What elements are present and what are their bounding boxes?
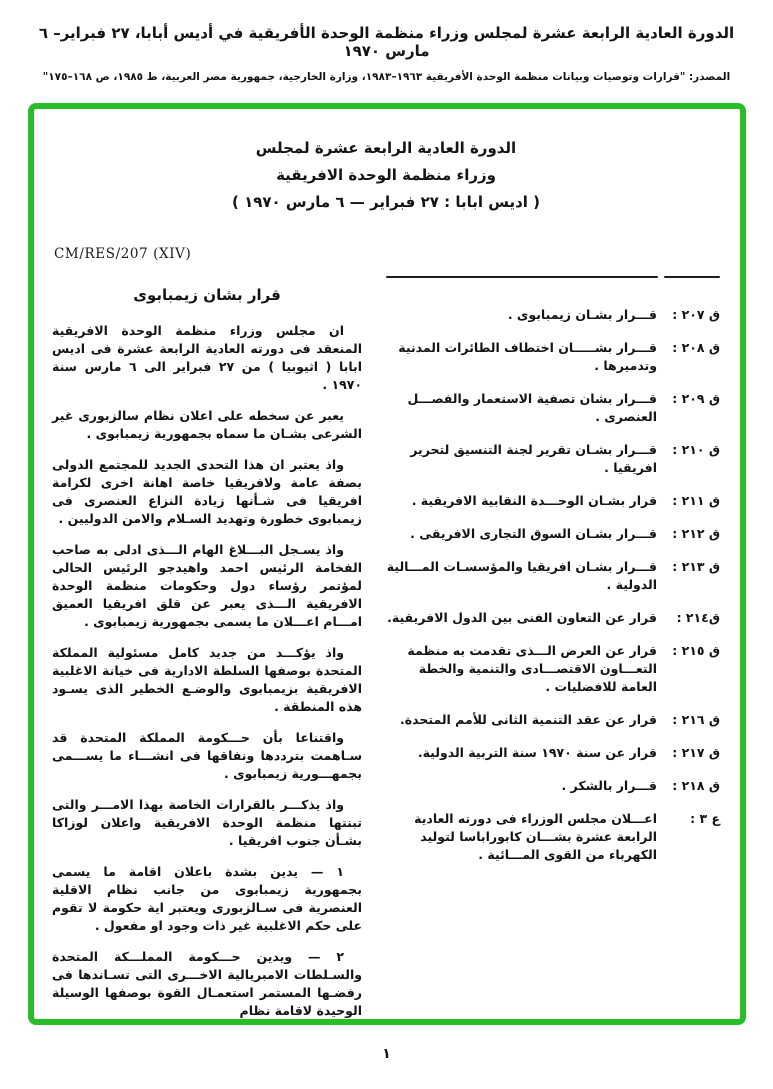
index-item-label: ع ٣ : [690, 811, 720, 826]
resolution-paragraph: ان مجلس وزراء منظمة الوحدة الافريقية المنعقد فى دورته العادية الرابعة عشرة فى اديس ابابا ( اثيوبيا ) من ٢٧ فبراير الى ٦ مارس سنة ١٩٧٠ . [52, 323, 363, 392]
page-number: ١ [382, 1046, 391, 1062]
resolutions-index [386, 240, 720, 1025]
index-item-label: ق ٢١٥ : [672, 643, 720, 658]
session-title-line-2: وزراء منظمة الوحدة الافريقية [276, 166, 496, 184]
resolution-paragraph: ١ — يدين بشدة باعلان اقامة ما يسمى بجمهورية زيمبابوى من جانب نظام الاقلية العنصرية فى سـالزبورى ويعتبر اية حكومة لا تقوم على حكم الاغلبية غير ذات وجود او مفعول . [52, 864, 362, 933]
index-item-text: قرار بشـان الوحـــدة النقابية الافريقية . [411, 493, 657, 508]
resolution-paragraph: واقتناعا بأن حـــكومة المملكة المتحدة قد سـاهمت بترددها ونفاقها فى انشـــاء ما يســـمى بجمهـــورية زيمبابوى . [52, 730, 362, 781]
page-header-source: المصدر: "قرارات وتوصيات وبيانات منظمة الوحدة الأفريقية ١٩٦٣–١٩٨٣، وزارة الخارجية، جمهورية مصر العربية، ط ١٩٨٥، ص ١٦٨–١٧٥" [42, 71, 731, 83]
session-title-line-3: ( اديس ابابا : ٢٧ فبراير — ٦ مارس ١٩٧٠ ) [231, 193, 541, 211]
index-item-label: ق ٢١٠ : [672, 442, 720, 457]
session-header [46, 135, 726, 216]
index-item [386, 441, 720, 477]
index-item-text: قرار عن العرض الـــذى تقدمت به منظمة التعـــاون الاقتصـــادى والتنمية والخطة العامة للافضليات . [407, 643, 657, 694]
index-item [386, 642, 720, 696]
session-title-line-1: الدورة العادية الرابعة عشرة لمجلس [255, 139, 517, 157]
divider-segment [386, 276, 658, 278]
index-item-text: قرار عن عقد التنمية الثانى للأمم المتحدة. [399, 712, 657, 727]
resolution-paragraph: واذ يؤكـــد من جديد كامل مسئولية المملكة المتحدة بوصفها السلطة الادارية فى خيانة الاغلبية الافريقية بزيمبابوى والوضـع الخطير الذى يسـود هذه المنطقة . [52, 645, 362, 714]
index-item [386, 711, 720, 729]
index-item [386, 810, 720, 864]
index-item-text: قـــرار بشـان تقرير لجنة التنسيق لتحرير افريقيا . [410, 442, 657, 475]
index-item [386, 609, 720, 627]
index-item-label: ق ٢١١ : [672, 493, 720, 508]
index-item [386, 558, 720, 594]
index-item-label: ق ٢٠٩ : [672, 391, 720, 406]
page-header-title: الدورة العادية الرابعة عشرة لمجلس وزراء منظمة الوحدة الأفريقية في أديس أبابا، ٢٧ فبراير– ٦ مارس ١٩٧٠ [38, 24, 735, 60]
index-divider [386, 276, 720, 278]
index-item-text: قـــرار بالشكر . [561, 778, 657, 793]
index-item-label: ق ٢٠٨ : [672, 340, 720, 355]
resolution-paragraph: واذ يسـجل البـــلاغ الهام الـــذى ادلى به صاحب الفخامة الرئيس احمد واهيدجو الرئيس الحالى لمؤتمر رؤساء دول وحكومات منظمة الوحدة الافريقية الـــذى يعبر عن قلق افريقيا العميق امـــام اعـــلان ما يسمى بجمهورية زيمبابوى . [52, 542, 362, 629]
index-item [386, 525, 720, 543]
resolution-paragraph: واذ يعتبر ان هذا التحدى الجديد للمجتمع الدولى بصفة عامة ولافريقيا خاصة اهانة اخرى لكرامة افريقيا فى شـأنها زيادة النزاع العنصرى فى زيمبابوى خطورة وتهديد السـلام والامن الدوليين . [52, 457, 362, 526]
resolution-paragraph: واذ يذكـــر بالقرارات الخاصة بهذا الامـــر والتى تبنتها منظمة الوحدة الافريقية واعلان لوزاكا بشـأن جنوب افريقيا . [52, 797, 362, 848]
resolution-body [52, 240, 362, 1025]
index-item-text: قـــرار بشـان افريقيا والمؤسسـات المـــالية الدولية . [386, 559, 657, 592]
index-item [386, 339, 720, 375]
index-item [386, 492, 720, 510]
index-item [386, 390, 720, 426]
resolution-title: قرار بشان زيمبابوى [133, 286, 281, 304]
resolution-paragraph: ٢ — ويدين حـــكومة المملـــكة المتحدة والسـلطات الامبريالية الاخـــرى التى تسـاندها فى رفضـها المستمر استعمـال القوة بوصفها الوسيلة الوحيدة لاقامة نظام [52, 949, 362, 1018]
index-item-text: قرار عن التعاون الفنى بين الدول الافريقية. [387, 610, 657, 625]
index-item-text: قـــرار بشـان السوق التجارى الافريقى . [410, 526, 657, 541]
document-frame [28, 103, 746, 1025]
resolution-paragraph: يعبر عن سخطه على اعلان نظام سالزبورى غير الشرعى بشـان ما سماه بجمهورية زيمبابوى . [52, 408, 362, 441]
index-item-text: قـــرار بشان تصفية الاستعمار والفصـــل العنصرى . [407, 391, 657, 424]
index-item-text: اعـــلان مجلس الوزراء فى دورته العادية الرابعة عشرة بشـــان كابوراباسا لتوليد الكهرباء من القوى المـــائية . [414, 811, 657, 862]
index-item-label: ق ٢١٧ : [672, 745, 720, 760]
resolution-reference: CM/RES/207 (XIV) [54, 246, 192, 262]
index-item [386, 744, 720, 762]
index-item [386, 306, 720, 324]
page-header [28, 24, 745, 83]
index-item-label: ق ٢٠٧ : [672, 307, 720, 322]
index-item-text: قرار عن سنة ١٩٧٠ سنة التربية الدولية. [417, 745, 657, 760]
index-item [386, 777, 720, 795]
index-item-label: ق ٢١٢ : [672, 526, 720, 541]
index-item-label: ق ٢١٣ : [672, 559, 720, 574]
index-item-text: قـــرار بشـــــان اختطاف الطائرات المدنية وتدميرها . [398, 340, 657, 373]
index-item-label: ق٢١٤ : [676, 610, 720, 625]
divider-segment [664, 276, 720, 278]
index-item-text: قـــرار بشـان زيمبابوى . [507, 307, 657, 322]
content-columns [46, 240, 726, 1025]
index-item-label: ق ٢١٨ : [672, 778, 720, 793]
index-item-label: ق ٢١٦ : [672, 712, 720, 727]
